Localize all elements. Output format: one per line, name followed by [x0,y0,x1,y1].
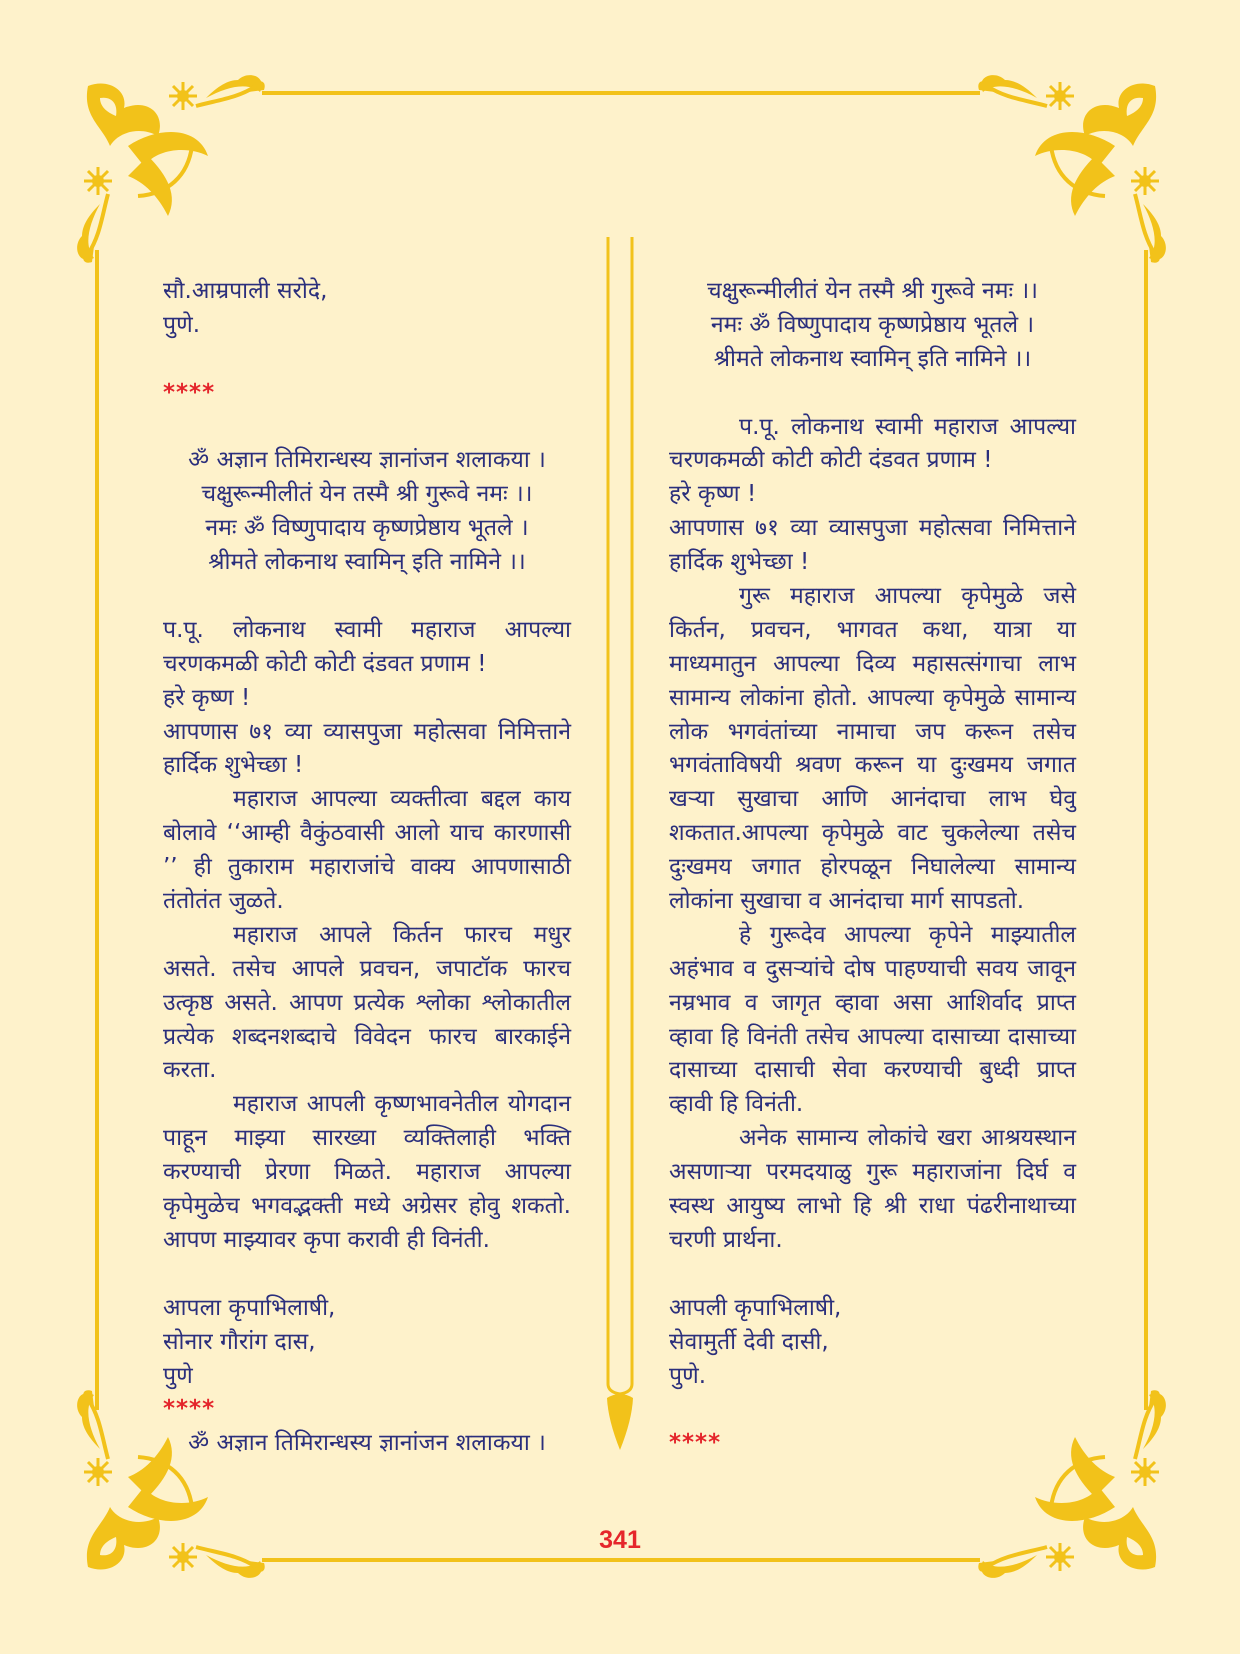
corner-ornament-top-left [77,75,265,263]
spacer [669,377,1076,411]
paragraph-line: करता. [163,1057,217,1084]
paragraph-line: स्वस्थ आयुष्य लाभो हि श्री राधा पंढरीनाथाच्या [669,1193,1076,1220]
paragraph-line: आपण माझ्यावर कृपा करावी ही विनंती. [163,1226,490,1253]
paragraph-line: दासाच्या दासाची सेवा करण्याची बुध्दी प्राप्त [669,1057,1076,1084]
column-divider [608,237,632,1394]
text-line: हरे कृष्ण ! [669,481,757,508]
paragraph-line: कृपेमुळेच भगवद्भक्ती मध्ये अग्रेसर होवु शकतो. [163,1193,571,1220]
paragraph-line: किर्तन, प्रवचन, भागवत कथा, यात्रा या [669,616,1076,643]
paragraph-line: हार्दिक शुभेच्छा ! [669,549,810,576]
paragraph-line: खऱ्या सुखाचा आणि आनंदाचा लाभ घेवु [669,786,1076,813]
text-line: सेवामुर्ती देवी दासी, [669,1328,829,1355]
text-line: पुणे. [163,311,201,338]
paragraph-line: लोकांना सुखाचा व आनंदाचा मार्ग सापडतो. [669,888,1025,915]
section-separator-stars: **** [163,379,216,406]
paragraph-line: उत्कृष्ठ असते. आपण प्रत्येक श्लोका श्लोकातील [163,989,571,1016]
paragraph-line: हार्दिक शुभेच्छा ! [163,752,304,779]
corner-ornament-top-right [978,75,1166,263]
shloka-line: चक्षुरून्मीलीतं येन तस्मै श्री गुरूवे नमः ।। [707,278,1038,304]
paragraph-line: नम्रभाव व जागृत व्हावा असा आशिर्वाद प्राप्त [669,989,1076,1016]
spacer [163,411,571,445]
paragraph-line: दुःखमय जगात होरपळून निघालेल्या सामान्य [669,854,1076,881]
paragraph-line: आपणास ७१ व्या व्यासपुजा महोत्सवा निमित्ताने [669,515,1076,542]
paragraph-line: प्रत्येक शब्दनशब्दाचे विवेदन फारच बारकाईने [163,1023,571,1050]
paragraph-line: महाराज आपले किर्तन फारच मधुर [233,921,571,948]
text-line: सौ.आम्रपाली सरोदे, [163,278,328,304]
section-separator-stars: **** [163,1396,216,1423]
paragraph-line: चरणकमळी कोटी कोटी दंडवत प्रणाम ! [669,447,993,474]
spacer [669,1258,1076,1292]
paragraph-line: गुरू महाराज आपल्या कृपेमुळे जसे [739,583,1076,610]
text-line: पुणे [163,1362,193,1389]
text-line: हरे कृष्ण ! [163,684,251,711]
spacer [163,580,571,614]
spacer [669,1393,1076,1427]
paragraph-line: प.पू. लोकनाथ स्वामी महाराज आपल्या [739,413,1076,440]
page-number: 341 [599,1526,641,1554]
paragraph-line: हे गुरूदेव आपल्या कृपेने माझ्यातील [739,921,1076,948]
paragraph-line: बोलावे ‘‘आम्ही वैकुंठवासी आलो याच कारणासी [163,820,571,847]
paragraph-line: प.पू. लोकनाथ स्वामी महाराज आपल्या [163,616,571,643]
paragraph-line: शकतात.आपल्या कृपेमुळे वाट चुकलेल्या तसेच [669,820,1076,847]
shloka-line: श्रीमते लोकनाथ स्वामिन् इति नामिने ।। [208,549,526,576]
right-column [669,275,1076,1461]
shloka-line: नमः ॐ विष्णुपादाय कृष्णप्रेष्ठाय भूतले । [205,515,529,542]
text-line: पुणे. [669,1362,707,1389]
paragraph-line: असणाऱ्या परमदयाळु गुरू महाराजांना दिर्घ व [669,1159,1076,1186]
paragraph-line: करण्याची प्रेरणा मिळते. महाराज आपल्या [163,1159,571,1186]
paragraph-line: आपणास ७१ व्या व्यासपुजा महोत्सवा निमित्ताने [163,718,571,745]
shloka-line: नमः ॐ विष्णुपादाय कृष्णप्रेष्ठाय भूतले । [710,311,1035,338]
paragraph-line: लोक भगवंतांच्या नामाचा जप करून तसेच [669,718,1076,745]
paragraph-line: तंतोतंत जुळते. [163,888,284,915]
spacer [163,343,571,377]
left-column [163,275,571,1461]
divider-drop-ornament [607,1394,633,1450]
paragraph-line: भगवंताविषयी श्रवण करून या दुःखमय जगात [669,752,1076,779]
shloka-line: चक्षुरून्मीलीतं येन तस्मै श्री गुरूवे नमः ।। [201,481,533,508]
text-line: आपला कृपाभिलाषी, [163,1294,336,1321]
shloka-line: श्रीमते लोकनाथ स्वामिन् इति नामिने ।। [713,345,1032,372]
shloka-line: ॐ अज्ञान तिमिरान्धस्य ज्ञानांजन शलाकया । [188,447,546,474]
paragraph-line: सामान्य लोकांना होतो. आपल्या कृपेमुळे सामान्य [669,684,1076,711]
paragraph-line: महाराज आपल्या व्यक्तीत्वा बद्दल काय [233,786,571,813]
paragraph-line: माध्यमातुन आपल्या दिव्य महासत्संगाचा लाभ [669,650,1076,677]
section-separator-stars: **** [669,1430,722,1457]
paragraph-line: चरणी प्रार्थना. [669,1226,783,1253]
paragraph-line: पाहून माझ्या सारख्या व्यक्तिलाही भक्ति [163,1125,571,1152]
paragraph-line: ’’ ही तुकाराम महाराजांचे वाक्य आपणासाठी [163,854,571,881]
spacer [163,1258,571,1292]
text-line: सोनार गौरांग दास, [163,1328,316,1355]
paragraph-line: अहंभाव व दुसऱ्यांचे दोष पाहण्याची सवय जावून [669,955,1076,982]
paragraph-line: चरणकमळी कोटी कोटी दंडवत प्रणाम ! [163,650,487,677]
shloka-line: ॐ अज्ञान तिमिरान्धस्य ज्ञानांजन शलाकया । [188,1430,546,1457]
paragraph-line: अनेक सामान्य लोकांचे खरा आश्रयस्थान [739,1125,1076,1152]
text-line: आपली कृपाभिलाषी, [669,1294,842,1321]
paragraph-line: महाराज आपली कृष्णभावनेतील योगदान [233,1091,571,1118]
paragraph-line: असते. तसेच आपले प्रवचन, जपाटॉक फारच [163,955,571,982]
paragraph-line: व्हावी हि विनंती. [669,1091,804,1118]
paragraph-line: व्हावा हि विनंती तसेच आपल्या दासाच्या दासाच्या [669,1023,1076,1050]
